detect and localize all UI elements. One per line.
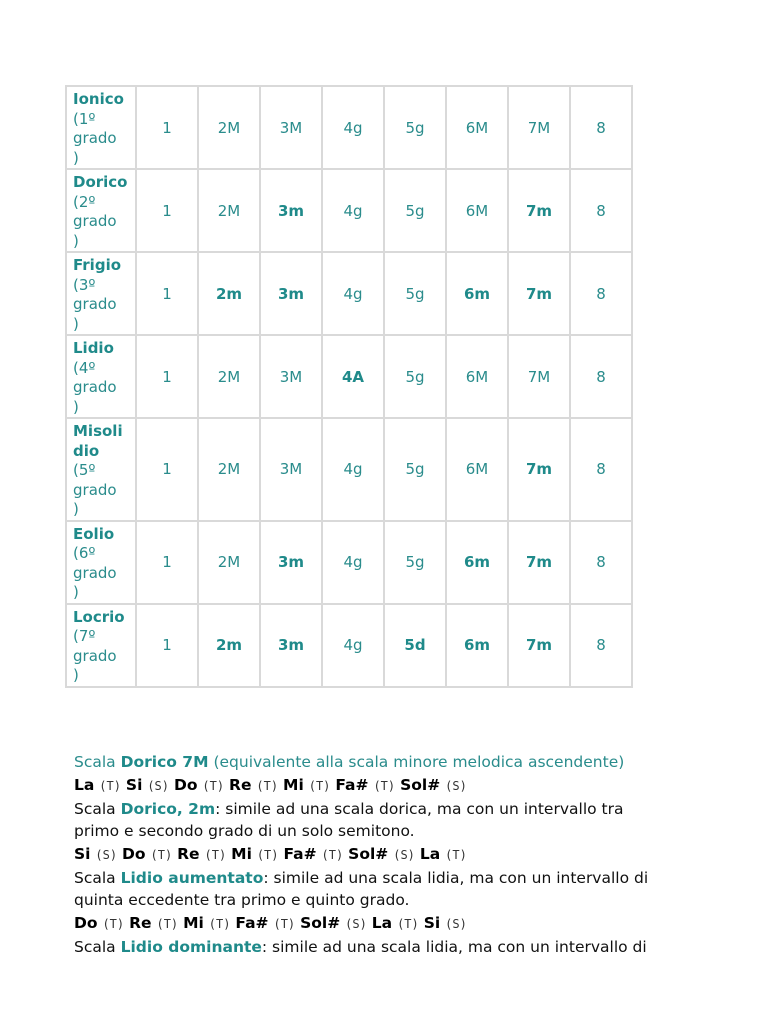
scales-text (74, 751, 714, 958)
interval-cell: 8 (570, 335, 632, 418)
interval-cell: 7m (508, 169, 570, 252)
interval-cell: 5g (384, 521, 446, 604)
mode-grade: grado (73, 129, 117, 147)
mode-grade: grado (73, 295, 117, 313)
interval-cell: 2m (198, 604, 260, 687)
interval-cell: 5g (384, 418, 446, 521)
note-name: Mi (283, 776, 304, 794)
interval-cell: 6M (446, 335, 508, 418)
dorico2m-desc-line2: primo e secondo grado di un solo semitono. (74, 822, 415, 840)
lidio-aumentato-sequence (74, 912, 714, 935)
interval-cell: 5g (384, 169, 446, 252)
note-name: Si (423, 914, 441, 932)
interval-cell: 7m (508, 521, 570, 604)
mode-name: Lidio (73, 339, 114, 357)
interval-cell: 8 (570, 169, 632, 252)
interval-cell: 7m (508, 418, 570, 521)
mode-grade: ) (73, 148, 79, 167)
mode-grade: (1º (73, 109, 96, 128)
interval-cell: 2M (198, 521, 260, 604)
lidio-aumentato-heading (74, 867, 714, 911)
interval-cell: 2M (198, 418, 260, 521)
dorico2m-sequence (74, 843, 714, 866)
mode-grade: (6º (73, 544, 96, 562)
interval-cell: 3M (260, 418, 322, 521)
interval-cell: 1 (136, 169, 198, 252)
dorico7m-desc: (equivalente alla scala minore melodica ascendente) (208, 753, 625, 771)
modes-table (65, 85, 633, 688)
interval-cell: 1 (136, 521, 198, 604)
interval-cell: 7m (508, 252, 570, 335)
mode-grade: ) (73, 231, 79, 250)
lidio-aumentato-prefix: Scala (74, 869, 121, 887)
interval-cell: 5d (384, 604, 446, 687)
mode-grade: grado (73, 480, 117, 499)
step-size: (T) (208, 917, 231, 931)
modes-table-body (66, 86, 632, 687)
mode-grade: grado (73, 212, 117, 230)
lidio-dominante-name: Lidio dominante (120, 938, 262, 956)
step-size: (T) (156, 917, 179, 931)
dorico7m-prefix: Scala (74, 753, 121, 771)
dorico7m-sequence (74, 774, 714, 797)
lidio-aumentato-desc-line1: : simile ad una scala lidia, ma con un intervallo di (263, 869, 649, 887)
note-name: La (371, 914, 393, 932)
interval-cell: 4g (322, 86, 384, 169)
step-size: (T) (373, 779, 396, 793)
interval-cell: 4g (322, 169, 384, 252)
step-size: (T) (150, 848, 173, 862)
step-size: (T) (308, 779, 331, 793)
step-size: (T) (202, 779, 225, 793)
interval-cell: 3m (260, 521, 322, 604)
interval-cell: 2M (198, 169, 260, 252)
table-row (66, 335, 632, 418)
lidio-dominante-prefix: Scala (74, 938, 121, 956)
interval-cell: 8 (570, 86, 632, 169)
interval-cell: 6m (446, 521, 508, 604)
interval-cell: 4g (322, 521, 384, 604)
note-name: Mi (183, 914, 204, 932)
note-name: Re (177, 845, 200, 863)
step-size: (T) (99, 779, 121, 793)
interval-cell: 1 (136, 418, 198, 521)
dorico7m-heading (74, 751, 714, 773)
table-row (66, 604, 632, 687)
mode-grade: (3º (73, 275, 96, 294)
interval-cell: 4g (322, 604, 384, 687)
table-row (66, 418, 632, 521)
interval-cell: 8 (570, 252, 632, 335)
interval-cell: 1 (136, 335, 198, 418)
interval-cell: 6M (446, 418, 508, 521)
interval-cell: 3m (260, 252, 322, 335)
interval-cell: 1 (136, 86, 198, 169)
interval-cell: 8 (570, 604, 632, 687)
note-name: Do (74, 914, 98, 932)
interval-cell: 7m (508, 604, 570, 687)
interval-cell: 6M (446, 169, 508, 252)
step-size: (S) (445, 779, 467, 793)
mode-grade: (4º (73, 358, 96, 377)
lidio-aumentato-desc-line2: quinta eccedente tra primo e quinto grado. (74, 891, 410, 909)
step-size: (S) (445, 917, 467, 931)
interval-cell: 5g (384, 335, 446, 418)
table-row (66, 169, 632, 252)
interval-cell: 3M (260, 335, 322, 418)
mode-name: Eolio (73, 524, 115, 543)
interval-cell: 2m (198, 252, 260, 335)
step-size: (T) (102, 917, 125, 931)
table-row (66, 252, 632, 335)
note-name: La (419, 845, 441, 863)
mode-grade: ) (73, 397, 79, 416)
step-size: (S) (147, 779, 170, 793)
dorico2m-desc-line1: : simile ad una scala dorica, ma con un intervallo tra (215, 800, 624, 818)
mode-name-cell (66, 335, 136, 418)
interval-cell: 3m (260, 604, 322, 687)
mode-name-cell (66, 521, 136, 604)
note-name: Sol# (400, 776, 441, 794)
step-size: (T) (256, 779, 279, 793)
dorico2m-heading (74, 798, 714, 842)
interval-cell: 1 (136, 252, 198, 335)
mode-grade: grado (73, 378, 117, 396)
mode-grade: ) (73, 583, 79, 601)
mode-name: dio (73, 441, 100, 460)
mode-grade: (5º (73, 461, 96, 479)
mode-grade: (2º (73, 192, 96, 211)
interval-cell: 6m (446, 604, 508, 687)
mode-name: Locrio (73, 607, 125, 626)
lidio-aumentato-name: Lidio aumentato (120, 869, 264, 887)
note-name: Sol# (348, 845, 389, 863)
note-name: Mi (231, 845, 252, 863)
step-size: (T) (273, 917, 296, 931)
step-size: (T) (397, 917, 419, 931)
table-row (66, 86, 632, 169)
note-name: La (74, 776, 95, 794)
mode-grade: (7º (73, 627, 96, 645)
mode-name-cell (66, 169, 136, 252)
mode-grade: grado (73, 646, 117, 665)
step-size: (S) (393, 848, 415, 862)
interval-cell: 3m (260, 169, 322, 252)
note-name: Fa# (283, 845, 317, 863)
dorico2m-prefix: Scala (74, 800, 121, 818)
step-size: (T) (204, 848, 227, 862)
interval-cell: 1 (136, 604, 198, 687)
mode-grade: ) (73, 666, 79, 684)
mode-name: Ionico (73, 90, 124, 108)
mode-grade: ) (73, 500, 79, 518)
note-name: Re (129, 914, 152, 932)
note-name: Sol# (300, 914, 341, 932)
step-size: (T) (256, 848, 279, 862)
interval-cell: 5g (384, 252, 446, 335)
interval-cell: 8 (570, 418, 632, 521)
mode-name: Misoli (73, 422, 123, 440)
note-name: Si (74, 845, 91, 863)
interval-cell: 6M (446, 86, 508, 169)
interval-cell: 8 (570, 521, 632, 604)
mode-name-cell (66, 252, 136, 335)
mode-name-cell (66, 418, 136, 521)
mode-name: Dorico (73, 173, 128, 191)
interval-cell: 4g (322, 252, 384, 335)
interval-cell: 7M (508, 335, 570, 418)
interval-cell: 6m (446, 252, 508, 335)
step-size: (S) (345, 917, 367, 931)
interval-cell: 4A (322, 335, 384, 418)
note-name: Fa# (235, 914, 269, 932)
interval-cell: 2M (198, 335, 260, 418)
step-size: (T) (445, 848, 467, 862)
note-name: Si (125, 776, 143, 794)
mode-name-cell (66, 604, 136, 687)
step-size: (S) (95, 848, 118, 862)
note-name: Re (229, 776, 252, 794)
step-size: (T) (321, 848, 344, 862)
mode-grade: grado (73, 563, 117, 582)
interval-cell: 4g (322, 418, 384, 521)
dorico7m-name: Dorico 7M (120, 753, 209, 771)
mode-name: Frigio (73, 256, 122, 274)
interval-cell: 5g (384, 86, 446, 169)
lidio-dominante-heading (74, 936, 714, 958)
interval-cell: 3M (260, 86, 322, 169)
note-name: Fa# (335, 776, 369, 794)
note-name: Do (122, 845, 146, 863)
mode-grade: ) (73, 314, 79, 333)
table-row (66, 521, 632, 604)
interval-cell: 7M (508, 86, 570, 169)
note-name: Do (173, 776, 198, 794)
mode-name-cell (66, 86, 136, 169)
lidio-dominante-desc-line1: : simile ad una scala lidia, ma con un intervallo di (261, 938, 647, 956)
dorico2m-name: Dorico, 2m (120, 800, 216, 818)
interval-cell: 2M (198, 86, 260, 169)
